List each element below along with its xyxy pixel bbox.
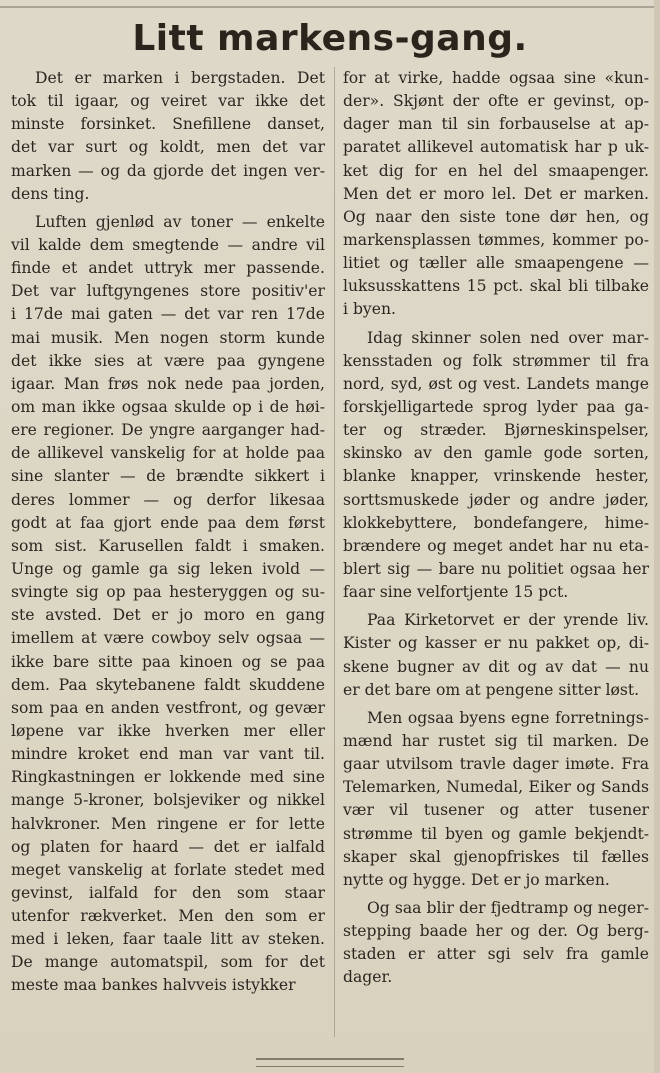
text-line: imellem at være cowboy selv ogsaa — [11,629,325,648]
text-line: sorttsmuskede jøder og andre jøder, [343,490,649,509]
text-line: halvkroner. Men ringene er for lette [11,814,325,833]
text-line: litiet og tæller alle smaapengene — [343,254,649,273]
text-line: ikke bare sitte paa kinoen og se paa [11,652,325,671]
text-line: er det bare om at pengene sitter løst. [343,680,640,699]
text-line: kensstaden og folk strømmer til fra [343,351,649,370]
article-headline: Litt markens-gang. [132,18,528,59]
text-line: nord, syd, øst og vest. Landets mange [343,374,649,393]
text-line: med i leken, faar taale litt av steken. [11,930,325,949]
article-paragraph [343,897,649,990]
text-line: markensplassen tømmes, kommer po- [343,230,649,249]
text-line: Luften gjenlød av toner — enkelte [35,212,325,231]
text-line: forskjelligartede sprog lyder paa ga- [343,397,649,416]
text-line: mindre kroket end man var vant til. [11,745,325,764]
text-line: De mange automatspil, som for det [11,953,325,972]
text-line: mange 5-kroner, bolsjeviker og nikkel [11,791,325,810]
article-paragraph [343,707,649,892]
text-line: Og naar den siste tone dør hen, og [343,207,649,226]
article-column-right [343,67,649,989]
text-line: mai musik. Men nogen storm kunde [11,328,325,347]
top-rule [0,6,660,8]
text-line: det var surt og koldt, men det var [11,138,325,157]
text-line: utenfor rækverket. Men den som er [11,907,325,926]
text-line: Det var luftgyngenes store positiv'er [11,282,325,301]
text-line: vær vil tusener og atter tusener [343,801,649,820]
text-line: nytte og hygge. Det er jo marken. [343,870,610,889]
text-line: marken — og da gjorde det ingen ver- [11,161,325,180]
text-line: skene bugner av dit og av dat — nu [343,657,649,676]
text-line: og platen for haard — det er ialfald [11,837,325,856]
text-line: klokkebyttere, bondefangere, hime- [343,513,649,532]
text-line: vil kalde dem smegtende — andre vil [11,235,325,254]
text-line: ter og stræder. Bjørneskinspelser, [343,421,649,440]
text-line: Unge og gamle ga sig leken ivold — [11,559,325,578]
article-paragraph [11,67,325,206]
article-column-left [11,67,325,998]
text-line: igaar. Man frøs nok nede paa jorden, [11,374,325,393]
text-line: skinsko av den gamle gode sorten, [343,444,649,463]
text-line: ket dig for en hel del smaapenger. [343,161,649,180]
text-line: strømme til byen og gamle bekjendt- [343,824,649,843]
text-line: finde et andet uttryk mer passende. [11,259,325,278]
text-line: meste maa bankes halvveis istykker [11,976,296,995]
text-line: de allikevel vanskelig for at holde paa [11,444,325,463]
text-line: dens ting. [11,184,90,203]
text-line: i 17de mai gaten — det var ren 17de [11,305,325,324]
text-line: det ikke sies at være paa gyngene [11,351,325,370]
text-line: luksusskattens 15 pct. skal bli tilbake [343,277,649,296]
text-line: Og saa blir der fjedtramp og neger- [367,898,649,917]
text-line: Men det er moro lel. Det er marken. [343,184,649,203]
text-line: Ringkastningen er lokkende med sine [11,768,325,787]
article-paragraph [343,609,649,702]
article-paragraph [343,67,649,322]
text-line: sine slanter — de brændte sikkert i [11,467,325,486]
text-line: der». Skjønt der ofte er gevinst, op- [343,92,649,111]
article-paragraph [11,211,325,998]
text-line: ere regioner. De yngre aarganger had- [11,421,325,440]
text-line: løpene var ikke hverken mer eller [11,721,325,740]
text-line: skaper skal gjenopfriskes til fælles [343,847,649,866]
text-line: blanke knapper, vrinskende hester, [343,467,649,486]
article-paragraph [343,327,649,605]
text-line: ste avsted. Det er jo moro en gang [11,606,325,625]
text-line: brændere og meget andet har nu eta- [343,536,649,555]
text-line: svingte sig op paa hesteryggen og su- [11,583,325,602]
text-line: Det er marken i bergstaden. Det [35,69,325,87]
text-line: deres lommer — og derfor likesaa [11,490,325,509]
text-line: tok til igaar, og veiret var ikke det [11,92,325,111]
column-divider [334,67,335,1037]
text-line: for at virke, hadde ogsaa sine «kun- [343,69,649,87]
text-line: stepping baade her og der. Og berg- [343,922,649,941]
text-line: godt at faa gjort ende paa dem først [11,513,325,532]
bottom-rule [256,1058,404,1067]
text-line: gevinst, ialfald for den som staar [11,883,325,902]
text-line: som sist. Karusellen faldt i smaken. [11,536,325,555]
text-line: blert sig — bare nu politiet ogsaa her [343,559,649,578]
text-line: paratet allikevel automatisk har p uk- [343,138,649,157]
text-line: mænd har rustet sig til marken. De [343,731,649,750]
text-line: minste forsinket. Snefillene danset, [11,115,325,134]
text-line: Telemarken, Numedal, Eiker og Sands [343,778,649,797]
page-edge [654,0,660,1073]
text-line: faar sine velfortjente 15 pct. [343,583,569,602]
text-line: Paa Kirketorvet er der yrende liv. [367,611,649,630]
text-line: staden er atter sgi selv fra gamle [343,945,649,964]
text-line: dager man til sin forbauselse at ap- [343,115,649,134]
text-line: meget vanskelig at forlate stedet med [11,860,325,879]
text-line: om man ikke ogsaa skulde op i de høi- [11,397,325,416]
text-line: Men ogsaa byens egne forretnings- [367,708,649,727]
text-line: som paa en anden vestfront, og gevær [11,698,325,717]
text-line: gaar utvilsom travle dager imøte. Fra [343,755,649,774]
text-line: dager. [343,968,393,987]
text-line: i byen. [343,300,396,319]
text-line: dem. Paa skytebanene faldt skuddene [11,675,325,694]
text-line: Idag skinner solen ned over mar- [367,328,649,347]
text-line: Kister og kasser er nu pakket op, di- [343,634,649,653]
